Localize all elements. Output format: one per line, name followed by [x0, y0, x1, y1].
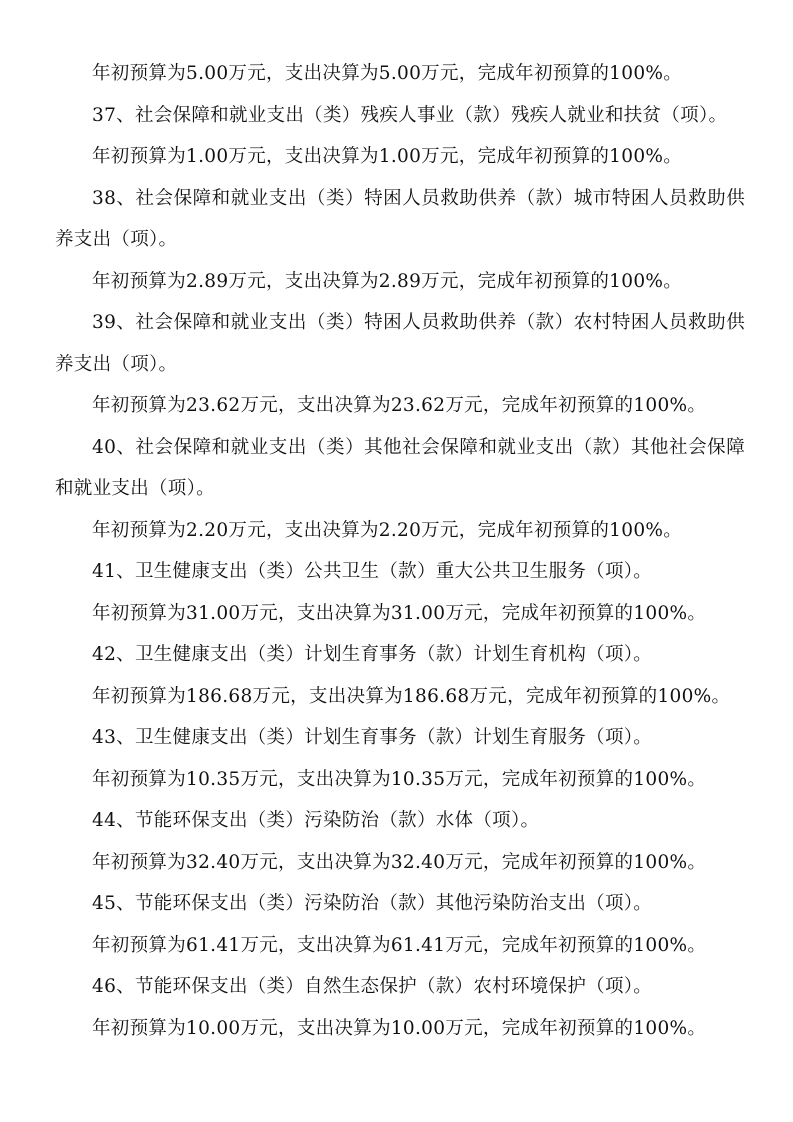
- paragraph-item-40: 40、社会保障和就业支出（类）其他社会保障和就业支出（款）其他社会保障和就业支出（项）。: [55, 436, 745, 499]
- paragraph-item-45: 45、节能环保支出（类）污染防治（款）其他污染防治支出（项）。: [92, 893, 653, 914]
- paragraph-budget-36: 年初预算为5.00万元，支出决算为5.00万元，完成年初预算的100%。: [92, 63, 683, 84]
- paragraph-budget-40: 年初预算为2.20万元，支出决算为2.20万元，完成年初预算的100%。: [92, 519, 683, 541]
- paragraph-item-41: 41、卫生健康支出（类）公共卫生（款）重大公共卫生服务（项）。: [92, 561, 653, 582]
- paragraph-item-37: 37、社会保障和就业支出（类）残疾人事业（款）残疾人就业和扶贫（项）。: [92, 104, 728, 126]
- paragraph-item-46: 46、节能环保支出（类）自然生态保护（款）农村环境保护（项）。: [92, 976, 653, 997]
- document-body: [55, 53, 745, 1049]
- paragraph-budget-42: 年初预算为186.68万元，支出决算为186.68万元，完成年初预算的100%。: [92, 685, 731, 707]
- paragraph-budget-37: 年初预算为1.00万元，支出决算为1.00万元，完成年初预算的100%。: [92, 146, 683, 167]
- paragraph-budget-41: 年初预算为31.00万元，支出决算为31.00万元，完成年初预算的100%。: [92, 602, 707, 624]
- paragraph-item-44: 44、节能环保支出（类）污染防治（款）水体（项）。: [92, 810, 540, 831]
- paragraph-budget-38: 年初预算为2.89万元，支出决算为2.89万元，完成年初预算的100%。: [92, 270, 683, 292]
- paragraph-item-38: 38、社会保障和就业支出（类）特困人员救助供养（款）城市特困人员救助供养支出（项）。: [55, 187, 745, 250]
- paragraph-budget-45: 年初预算为61.41万元，支出决算为61.41万元，完成年初预算的100%。: [92, 934, 707, 956]
- paragraph-budget-39: 年初预算为23.62万元，支出决算为23.62万元，完成年初预算的100%。: [92, 395, 707, 416]
- paragraph-item-43: 43、卫生健康支出（类）计划生育事务（款）计划生育服务（项）。: [92, 727, 653, 748]
- paragraph-budget-46: 年初预算为10.00万元，支出决算为10.00万元，完成年初预算的100%。: [92, 1017, 707, 1039]
- paragraph-budget-43: 年初预算为10.35万元，支出决算为10.35万元，完成年初预算的100%。: [92, 768, 707, 790]
- paragraph-item-42: 42、卫生健康支出（类）计划生育事务（款）计划生育机构（项）。: [92, 644, 653, 665]
- paragraph-budget-44: 年初预算为32.40万元，支出决算为32.40万元，完成年初预算的100%。: [92, 851, 707, 873]
- paragraph-item-39: 39、社会保障和就业支出（类）特困人员救助供养（款）农村特困人员救助供养支出（项）。: [55, 312, 745, 375]
